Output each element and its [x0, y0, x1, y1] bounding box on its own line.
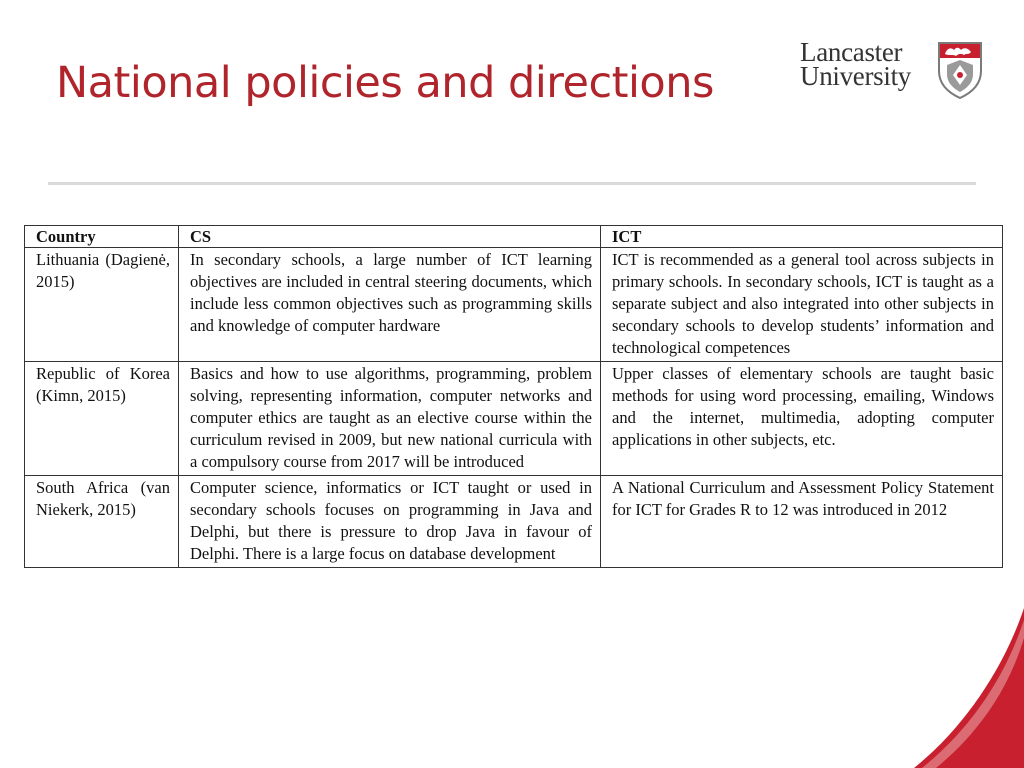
header-ict: ICT — [601, 226, 1003, 248]
cell-ict: A National Curriculum and Assessment Policy Statement for ICT for Grades R to 12 was introduced in 2012 — [601, 476, 1003, 568]
cell-cs: In secondary schools, a large number of ICT learning objectives are included in central steering documents, which include less common objectives such as programming skills and knowledge of computer hardware — [179, 248, 601, 362]
cell-ict: ICT is recommended as a general tool across subjects in primary schools. In secondary schools, ICT is taught as a separate subject and also integrated into other subjects in secondary schools to develop students’ information and technological competences — [601, 248, 1003, 362]
policy-table — [24, 225, 1003, 568]
cell-country: Republic of Korea (Kimn, 2015) — [25, 362, 179, 476]
header-country: Country — [25, 226, 179, 248]
logo-line-1: Lancaster — [800, 37, 903, 67]
university-logo — [800, 37, 984, 102]
table-header-row — [25, 226, 1003, 248]
cell-country: Lithuania (Dagienė, 2015) — [25, 248, 179, 362]
cell-cs: Computer science, informatics or ICT taught or used in secondary schools focuses on programming in Java and Delphi, but there is pressure to drop Java in favour of Delphi. There is a large focus on database development — [179, 476, 601, 568]
cell-cs: Basics and how to use algorithms, programming, problem solving, representing information, computer networks and computer ethics are taught as an elective course within the curriculum revised in 2009, but new national curricula with a compulsory course from 2017 will be introduced — [179, 362, 601, 476]
cell-ict: Upper classes of elementary schools are taught basic methods for using word processing, emailing, Windows and the internet, multimedia, adopting computer applications in other subjects, etc. — [601, 362, 1003, 476]
corner-swoosh-decoration — [914, 608, 1024, 768]
header-cs: CS — [179, 226, 601, 248]
table-row — [25, 476, 1003, 568]
table-row — [25, 248, 1003, 362]
logo-line-2: University — [800, 61, 911, 91]
slide-title: National policies and directions — [56, 58, 714, 108]
table-row — [25, 362, 1003, 476]
title-divider — [48, 182, 976, 185]
cell-country: South Africa (van Niekerk, 2015) — [25, 476, 179, 568]
lancaster-crest-icon — [937, 41, 983, 99]
logo-wordmark — [800, 37, 911, 91]
